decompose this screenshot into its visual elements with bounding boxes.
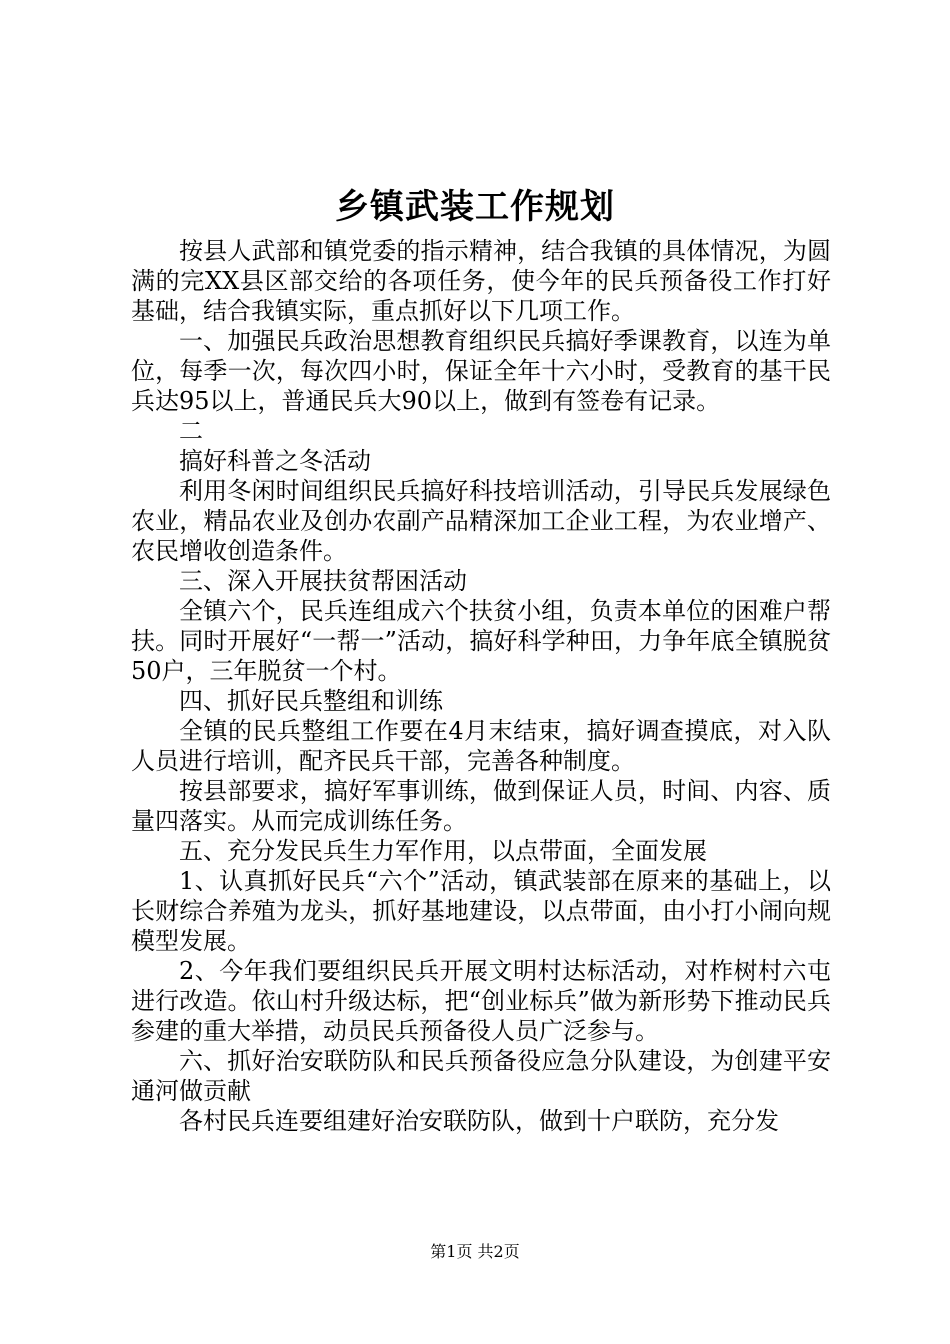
paragraph-section-2-number: 二 [179, 417, 203, 445]
paragraph-section-2-heading: 搞好科普之冬活动 [179, 447, 371, 475]
paragraph-section-5-item-1: 1、认真抓好民兵“六个”活动，镇武装部在原来的基础上，以长财综合养殖为龙头，抓好基地建设，以点带面，由小打小闹向规模型发展。 [131, 867, 831, 955]
paragraph-section-4-heading: 四、抓好民兵整组和训练 [179, 687, 443, 715]
paragraph-section-3-heading: 三、深入开展扶贫帮困活动 [179, 567, 467, 595]
page-number-footer: 第1页 共2页 [430, 1242, 520, 1261]
document-body [131, 236, 831, 1136]
document-title: 乡镇武装工作规划 [335, 187, 615, 227]
paragraph-section-1: 一、加强民兵政治思想教育组织民兵搞好季课教育，以连为单位，每季一次，每次四小时，保证全年十六小时，受教育的基干民兵达95以上，普通民兵大90以上，做到有签卷有记录。 [131, 327, 831, 415]
paragraph-section-2-body: 利用冬闲时间组织民兵搞好科技培训活动，引导民兵发展绿色农业，精品农业及创办农副产品精深加工企业工程，为农业增产、农民增收创造条件。 [131, 477, 831, 565]
paragraph-section-6-body: 各村民兵连要组建好治安联防队，做到十户联防，充分发 [179, 1107, 779, 1135]
paragraph-intro: 按县人武部和镇党委的指示精神，结合我镇的具体情况，为圆满的完XX县区部交给的各项任务，使今年的民兵预备役工作打好基础，结合我镇实际，重点抓好以下几项工作。 [131, 237, 831, 325]
paragraph-section-5-heading: 五、充分发民兵生力军作用，以点带面，全面发展 [179, 837, 707, 865]
paragraph-section-4-body-1: 全镇的民兵整组工作要在4月末结束，搞好调查摸底，对入队人员进行培训，配齐民兵干部，完善各种制度。 [131, 717, 831, 775]
paragraph-section-3-body: 全镇六个，民兵连组成六个扶贫小组，负责本单位的困难户帮扶。同时开展好“一帮一”活动，搞好科学种田，力争年底全镇脱贫50户，三年脱贫一个村。 [131, 597, 831, 685]
paragraph-section-5-item-2: 2、今年我们要组织民兵开展文明村达标活动，对柞树村六屯进行改造。依山村升级达标，把“创业标兵”做为新形势下推动民兵参建的重大举措，动员民兵预备役人员广泛参与。 [131, 957, 831, 1045]
paragraph-section-6-heading: 六、抓好治安联防队和民兵预备役应急分队建设，为创建平安通河做贡献 [131, 1047, 831, 1105]
paragraph-section-4-body-2: 按县部要求，搞好军事训练，做到保证人员，时间、内容、质量四落实。从而完成训练任务。 [131, 777, 831, 835]
